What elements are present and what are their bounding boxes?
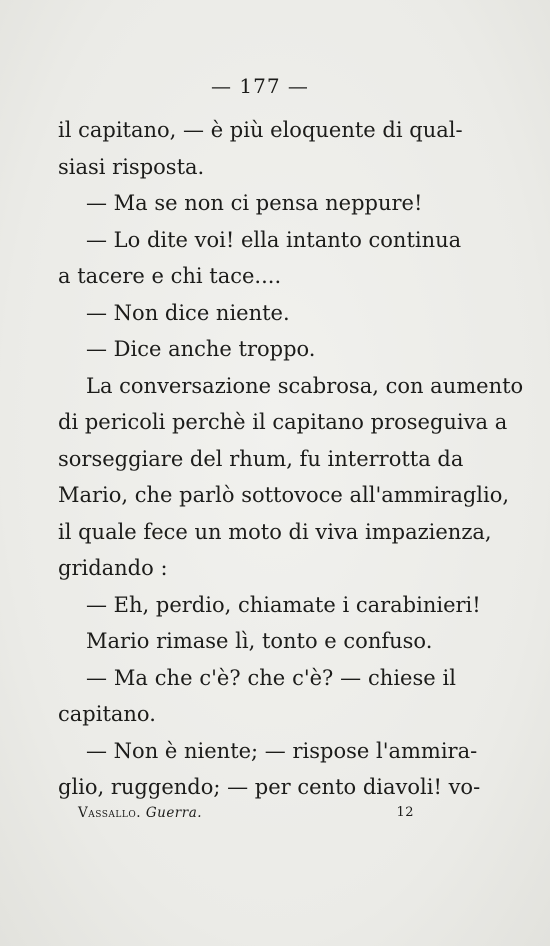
- text-line: La conversazione scabrosa, con aumento: [86, 373, 524, 398]
- text-line: a tacere e chi tace....: [58, 264, 282, 288]
- text-line: Mario rimase lì, tonto e confuso.: [86, 629, 433, 653]
- text-line: — Ma che c'è? che c'è? — chiese il: [86, 665, 456, 690]
- text-line: — Non è niente; — rispose l'ammira-: [86, 738, 478, 763]
- text-line: — Eh, perdio, chiamate i carabinieri!: [86, 592, 481, 617]
- text-line: di pericoli perchè il capitano proseguiva a: [58, 410, 508, 434]
- footer-title: Guerra.: [145, 805, 203, 821]
- footer-author: Vassallo.: [78, 805, 142, 821]
- page-number: — 177 —: [211, 74, 309, 98]
- text-line: il quale fece un moto di viva impazienza,: [58, 519, 492, 544]
- text-line: capitano.: [58, 702, 156, 726]
- text-line: — Lo dite voi! ella intanto continua: [86, 227, 462, 252]
- page-footer: [78, 805, 414, 821]
- text-line: Mario, che parlò sottovoce all'ammiraglio,: [58, 483, 510, 507]
- text-line: — Dice anche troppo.: [86, 337, 316, 361]
- signature-mark: 12: [396, 805, 414, 820]
- text-line: — Ma se non ci pensa neppure!: [86, 191, 423, 215]
- text-line: glio, ruggendo; — per cento diavoli! vo-: [58, 775, 481, 799]
- body-text: [58, 112, 524, 806]
- text-line: siasi risposta.: [58, 154, 205, 179]
- text-line: sorseggiare del rhum, fu interrotta da: [58, 446, 464, 471]
- text-line: il capitano, — è più eloquente di qual-: [58, 118, 463, 142]
- text-line: — Non dice niente.: [86, 300, 290, 325]
- text-line: gridando :: [58, 556, 168, 580]
- footer-credit: [78, 805, 202, 821]
